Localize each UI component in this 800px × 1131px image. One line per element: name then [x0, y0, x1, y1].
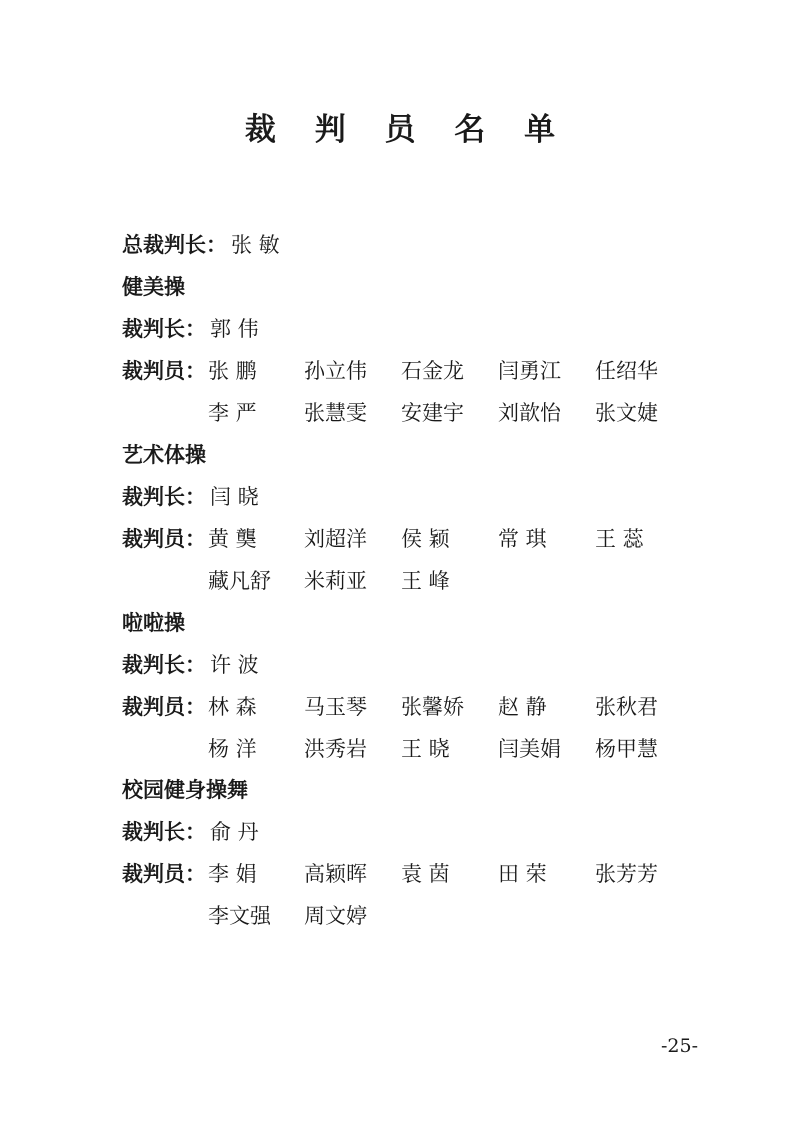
judge-name: 田 荣 [498, 862, 547, 886]
judge-name: 安建宇 [401, 401, 464, 425]
judge-name: 王 峰 [401, 569, 450, 593]
judge-name: 任绍华 [595, 359, 658, 383]
head-referee-label: 裁判长： [122, 484, 206, 509]
head-referee-line [122, 650, 259, 680]
judge-name: 张文婕 [595, 401, 658, 425]
judge-name: 高颖晖 [304, 862, 367, 886]
judge-name: 杨甲慧 [595, 737, 658, 761]
judge-name: 王 蕊 [595, 527, 644, 551]
chief-referee-line [122, 230, 280, 260]
judge-name: 侯 颖 [401, 527, 450, 551]
judge-name: 刘超洋 [304, 527, 367, 551]
judge-name: 杨 洋 [208, 737, 257, 761]
judges-label: 裁判员： [122, 861, 206, 886]
judge-name: 黄 龑 [208, 527, 257, 551]
judge-name: 米莉亚 [304, 569, 367, 593]
judge-name: 赵 静 [498, 695, 547, 719]
judges-label: 裁判员： [122, 358, 206, 383]
head-referee-line [122, 817, 259, 847]
head-referee-line [122, 314, 259, 344]
judge-name: 林 森 [208, 695, 257, 719]
section-heading: 校园健身操舞 [122, 777, 248, 802]
head-referee-name: 许 波 [210, 653, 259, 677]
judge-name: 张芳芳 [595, 862, 658, 886]
document-title: 裁 判 员 名 单 [244, 112, 570, 148]
judge-name: 张 鹏 [208, 359, 257, 383]
judge-name: 洪秀岩 [304, 737, 367, 761]
head-referee-label: 裁判长： [122, 316, 206, 341]
page-number: -25- [661, 1035, 699, 1057]
judge-name: 常 琪 [498, 527, 547, 551]
head-referee-name: 俞 丹 [210, 820, 259, 844]
judge-name: 李 娟 [208, 862, 257, 886]
judge-name: 王 晓 [401, 737, 450, 761]
judge-name: 马玉琴 [304, 695, 367, 719]
judge-name: 张秋君 [595, 695, 658, 719]
judge-name: 李 严 [208, 401, 257, 425]
judges-label: 裁判员： [122, 694, 206, 719]
chief-referee-label: 总裁判长： [122, 232, 227, 257]
head-referee-line [122, 482, 259, 512]
judge-name: 孙立伟 [304, 359, 367, 383]
judge-name: 周文婷 [304, 904, 367, 928]
judge-name: 李文强 [208, 904, 271, 928]
section-heading: 啦啦操 [122, 610, 185, 635]
head-referee-name: 闫 晓 [210, 485, 259, 509]
section-heading: 艺术体操 [122, 442, 206, 467]
judge-name: 闫美娟 [498, 737, 561, 761]
head-referee-name: 郭 伟 [210, 317, 259, 341]
head-referee-label: 裁判长： [122, 652, 206, 677]
chief-referee-name: 张 敏 [231, 233, 280, 257]
judge-name: 刘歆怡 [498, 401, 561, 425]
judge-name: 石金龙 [401, 359, 464, 383]
judge-name: 张慧雯 [304, 401, 367, 425]
judge-name: 袁 茵 [401, 862, 450, 886]
section-heading: 健美操 [122, 274, 185, 299]
judge-name: 张馨娇 [401, 695, 464, 719]
head-referee-label: 裁判长： [122, 819, 206, 844]
judges-label: 裁判员： [122, 526, 206, 551]
judge-name: 藏凡舒 [208, 569, 271, 593]
judge-name: 闫勇江 [498, 359, 561, 383]
